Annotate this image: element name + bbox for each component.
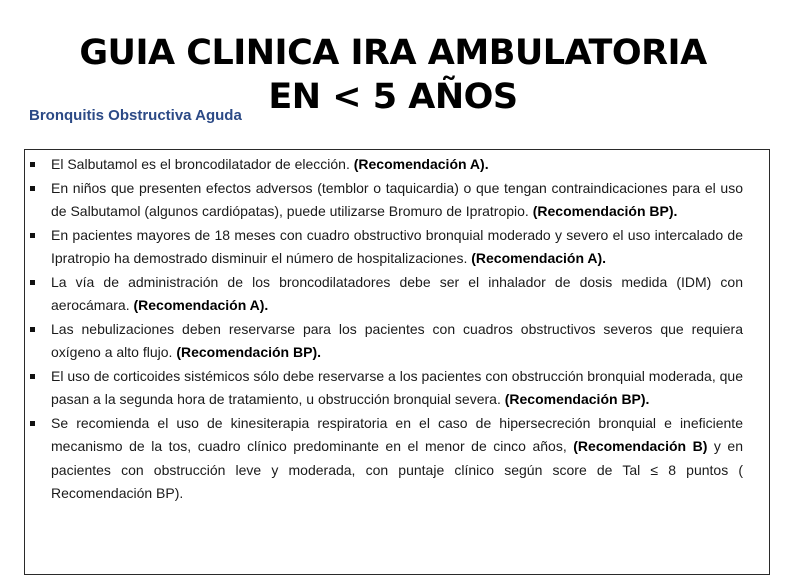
recommendation-text: En niños que presenten efectos adversos (temblor o taquicardia) o que tengan contraindicaciones para el uso de Salbutamol (algunos cardiópatas), puede utilizarse Bromuro de Ipratropio. <box>51 179 743 219</box>
recommendation-grade: (Recomendación BP). <box>176 344 322 360</box>
recommendation-text: La vía de administración de los broncodilatadores debe ser el inhalador de dosis medida (IDM) con aerocámara. <box>51 273 743 313</box>
section-heading: Bronquitis Obstructiva Aguda <box>29 107 242 124</box>
bullet-icon <box>30 162 35 167</box>
recommendation-grade: (Recomendación BP). <box>504 391 650 407</box>
page-title-line-1: GUIA CLINICA IRA AMBULATORIA <box>79 33 707 74</box>
recommendation-text: Las nebulizaciones deben reservarse para los pacientes con cuadros obstructivos severos que requiera oxígeno a alto flujo. <box>51 320 743 360</box>
bullet-icon <box>30 233 35 238</box>
recommendation-grade: (Recomendación A). <box>133 297 269 313</box>
list-item <box>25 318 743 365</box>
recommendation-tail: y en pacientes con obstrucción leve y moderada, con puntaje clínico según score de Tal ≤ 8 puntos ( Recomendación BP). <box>51 438 744 501</box>
bullet-icon <box>30 186 35 191</box>
list-item <box>25 177 743 224</box>
page-title-line-2: EN < 5 AÑOS <box>268 77 518 118</box>
recommendation-grade: (Recomendación BP). <box>532 203 678 219</box>
recommendation-text: Se recomienda el uso de kinesiterapia respiratoria en el caso de hipersecreción bronquial e ineficiente mecanismo de la tos, cuadro clínico predominante en el menor de cinco años, <box>51 414 743 454</box>
list-item <box>25 224 743 271</box>
recommendations-box <box>24 149 770 575</box>
recommendations-list <box>25 153 743 506</box>
bullet-icon <box>30 280 35 285</box>
bullet-icon <box>30 421 35 426</box>
recommendation-grade: (Recomendación B) <box>573 438 708 454</box>
list-item <box>25 153 743 177</box>
list-item <box>25 271 743 318</box>
list-item <box>25 365 743 412</box>
recommendation-text: El uso de corticoides sistémicos sólo debe reservarse a los pacientes con obstrucción bronquial moderada, que pasan a la segunda hora de tratamiento, u obstrucción bronquial severa. <box>51 367 743 407</box>
bullet-icon <box>30 374 35 379</box>
recommendation-text: El Salbutamol es el broncodilatador de elección. <box>51 156 354 172</box>
recommendation-grade: (Recomendación A). <box>353 156 489 172</box>
bullet-icon <box>30 327 35 332</box>
recommendation-grade: (Recomendación A). <box>471 250 607 266</box>
list-item <box>25 412 743 506</box>
recommendation-text: En pacientes mayores de 18 meses con cuadro obstructivo bronquial moderado y severo el uso intercalado de Ipratropio ha demostrado disminuir el número de hospitalizaciones. <box>51 226 743 266</box>
